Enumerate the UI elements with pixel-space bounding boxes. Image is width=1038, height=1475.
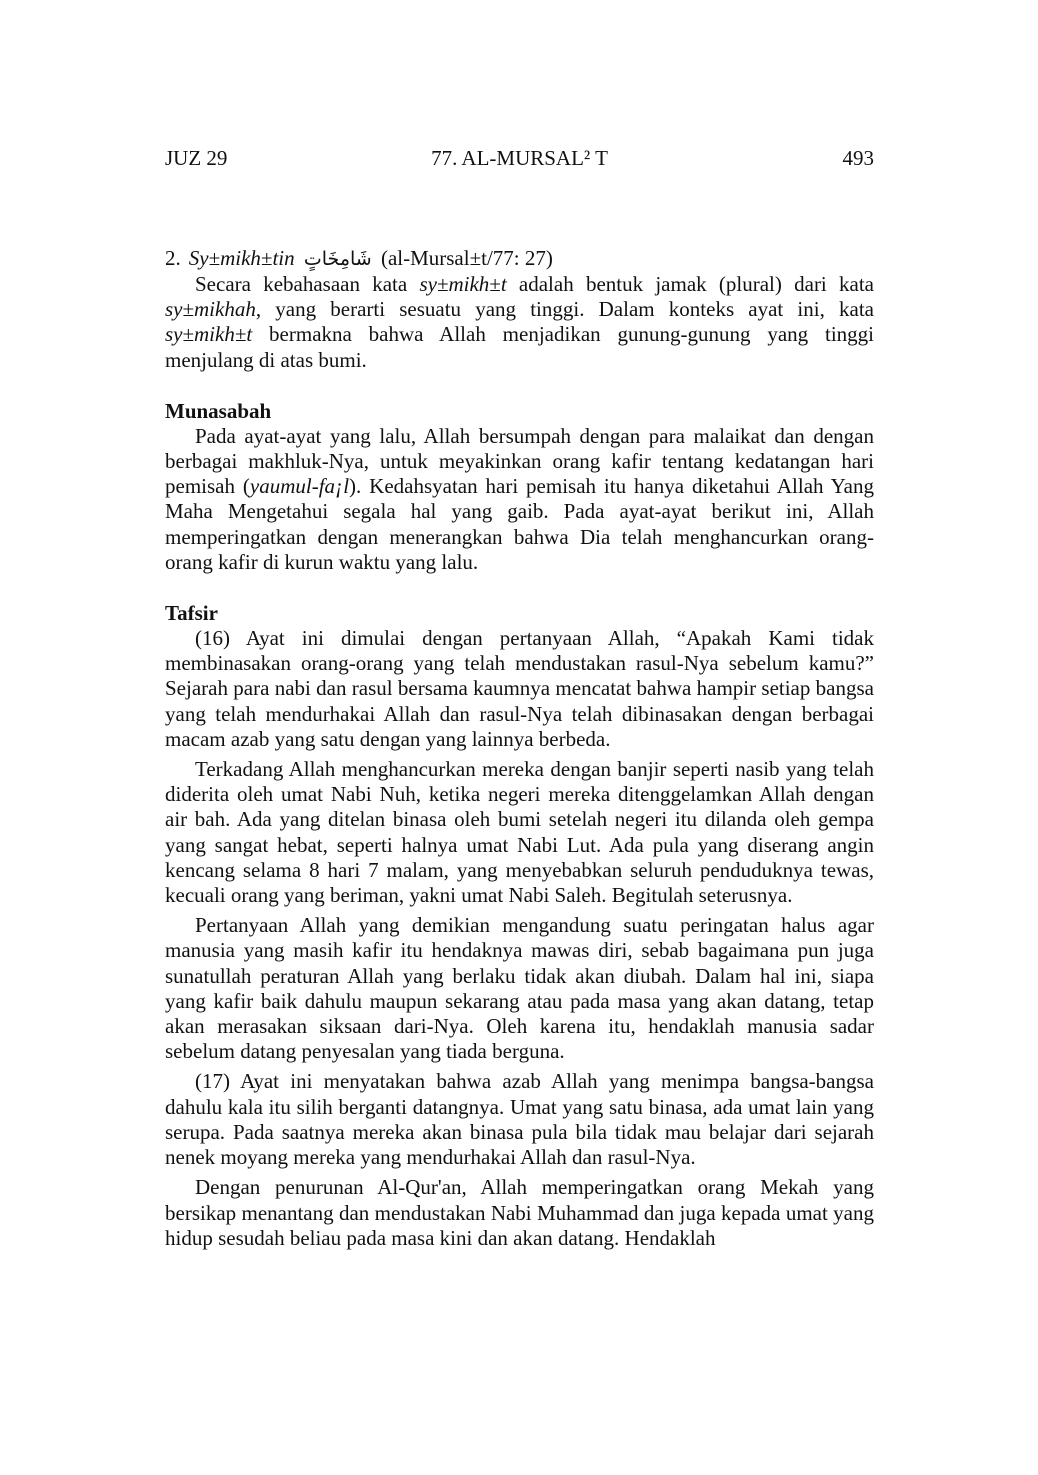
book-page [165,140,874,1251]
term-number: 2. [165,246,181,270]
term-transliteration: Sy±mikh±tin [188,246,295,270]
section-heading-munasabah: Munasabah [165,398,272,423]
text-run: bermakna bahwa Allah menjadikan gunung-gunung yang tinggi menjulang di atas bumi. [165,322,874,372]
tafsir-paragraph-1: (16) Ayat ini dimulai dengan pertanyaan Allah, “Apakah Kami tidak membinasakan orang-orang yang telah mendustakan rasul-Nya sebelum kamu?” Sejarah para nabi dan rasul bersama kaumnya mencatat bahwa hampir setiap bangsa yang telah mendurhakai Allah dan rasul-Nya telah dibinasakan dengan berbagai macam azab yang satu dengan yang lainnya berbeda. [165,626,874,751]
italic-term: sy±mikhah [165,297,256,322]
text-run: Pada ayat-ayat yang lalu, Allah bersumpah dengan para malaikat dan dengan berbagai makhluk-Nya, untuk meyakinkan orang kafir tentang kedatangan hari pemisah ( [165,423,874,499]
term-reference: (al-Mursal±t/77: 27) [380,246,553,270]
italic-term: yaumul-fa¡l [249,474,350,499]
term-explanation-paragraph [165,272,874,373]
surah-title: 77. AL-MURSAL² T [431,146,608,170]
tafsir-paragraph-5: Dengan penurunan Al-Qur'an, Allah memperingatkan orang Mekah yang bersikap menantang dan mendustakan Nabi Muhammad dan juga kepada umat yang hidup sesudah beliau pada masa kini dan akan datang. Hendaklah [165,1175,874,1250]
munasabah-paragraph [165,424,874,575]
running-header [165,140,874,180]
italic-term: sy±mikh±t [419,272,507,296]
tafsir-paragraph-3: Pertanyaan Allah yang demikian mengandung suatu peringatan halus agar manusia yang masih kafir itu hendaknya mawas diri, sebab bagaimana pun juga sunatullah peraturan Allah yang berlaku tidak akan diubah. Dalam hal ini, siapa yang kafir baik dahulu maupun sekarang atau pada masa yang akan datang, tetap akan merasakan siksaan dari-Nya. Oleh karena itu, hendaklah manusia sadar sebelum datang penyesalan yang tiada berguna. [165,913,874,1064]
term-entry [165,246,874,272]
tafsir-paragraph-4: (17) Ayat ini menyatakan bahwa azab Allah yang menimpa bangsa-bangsa dahulu kala itu silih berganti datangnya. Umat yang satu binasa, ada umat lain yang serupa. Pada saatnya mereka akan binasa pula bila tidak mau belajar dari sejarah nenek moyang mereka yang mendurhakai Allah dan rasul-Nya. [165,1069,874,1170]
text-run: Secara kebahasaan kata [195,272,420,296]
juz-label: JUZ 29 [165,146,228,170]
term-arabic: شَامِخَاتٍ [303,248,372,270]
text-run: ). Kedahsyatan hari pemisah itu hanya diketahui Allah Yang Maha Mengetahui segala hal yang gaib. Pada ayat-ayat berikut ini, Allah memperingatkan dengan menerangkan bahwa Dia telah menghancurkan orang-orang kafir di kurun waktu yang lalu. [165,474,875,574]
italic-term: sy±mikh±t [165,322,253,347]
tafsir-paragraph-2: Terkadang Allah menghancurkan mereka dengan banjir seperti nasib yang telah diderita oleh umat Nabi Nuh, ketika negeri mereka ditenggelamkan Allah dengan air bah. Ada yang ditelan binasa oleh bumi setelah negeri itu dilanda oleh gempa yang sangat hebat, seperti halnya umat Nabi Lut. Ada pula yang diserang angin kencang selama 8 hari 7 malam, yang menyebabkan seluruh penduduknya tewas, kecuali orang yang beriman, yakni umat Nabi Saleh. Begitulah seterusnya. [165,757,874,908]
page-number: 493 [842,146,874,170]
section-heading-tafsir: Tafsir [165,601,218,626]
text-run: adalah bentuk jamak (plural) dari kata [506,272,874,296]
text-run: , yang berarti sesuatu yang tinggi. Dalam konteks ayat ini, kata [255,297,874,322]
